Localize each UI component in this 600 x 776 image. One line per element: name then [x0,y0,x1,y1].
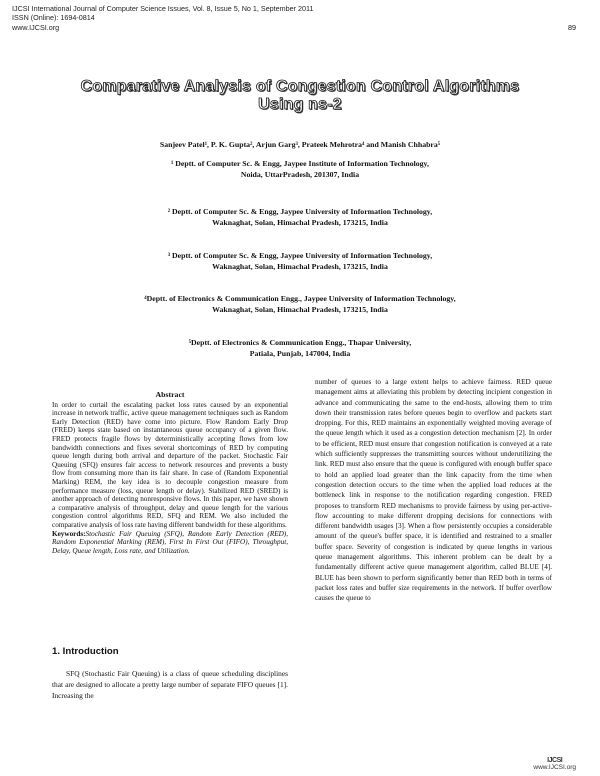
keywords [52,530,288,556]
abstract-section [52,391,288,555]
introduction-body: SFQ (Stochastic Fair Queuing) is a class of queue scheduling disciplines that are designed to allocate a pretty large number of separate FIFO queues [1]. Increasing the [52,669,288,700]
right-column-body: number of queues to a large extent helps to achieve fairness. RED queue management aims at alleviating this problem by detecting incipient congestion in advance and communicating the same to the end-hosts, allowing them to trim down their transmission rates before queues begin to overflow and packets start dropping. For this, RED maintains an exponentially weighted moving average of the queue length which it used as a congestion detection mechanism [2]. In order to be efficient, RED must ensure that congestion notification is conveyed at a rate which sufficiently suppresses the transmitting sources without underutilizing the link. RED must also ensure that the queue is configured with enough buffer space to hold an applied load greater than the link capacity from the time when congestion detection occurs to the time when the applied load reduces at the bottleneck link in response to the notification regarding congestion. FRED proposes to transform RED mechanisms to provide fairness by using per-active-flow accounting to make different dropping decisions for connections with different bandwidth usages [3]. When a flow persistently occupies a considerable amount of the queue's buffer space, it is identified and restrained to a smaller buffer space. Severity of congestion is indicated by queue lengths in various queue management algorithms. This inherent problem can be dealt by a fundamentally different active queue management algorithm, called BLUE [4]. BLUE has been shown to perform significantly better than RED both in terms of packet loss rates and buffer size requirements in the network. If buffer overflow causes the queue to [315,378,552,603]
website: www.IJCSI.org [12,22,60,32]
affiliation-5-line-2: Patiala, Punjab, 147004, India [249,349,351,358]
title-line-1: Comparative Analysis of Congestion Control Algorithms [80,78,520,95]
running-header [12,4,314,32]
ijcsi-logo [533,757,576,771]
keywords-label: Keywords: [52,529,86,538]
abstract-heading: Abstract [155,390,185,399]
affiliation-2-line-1: ² Deptt. of Computer Sc. & Engg, Jaypee University of Information Technology, [167,207,433,216]
affiliation-5-line-1: ⁵Deptt. of Electronics & Communication Engg., Thapar University, [188,338,412,347]
affiliation-1 [60,158,540,180]
affiliation-2 [60,206,540,228]
affiliation-2-line-2: Waknaghat, Solan, Himachal Pradesh, 173215, India [212,218,388,227]
affiliation-1-line-2: Noida, UttarPradesh, 201307, India [240,170,360,179]
author-list: Sanjeev Patel¹, P. K. Gupta², Arjun Garg³, Prateek Mehrotra⁴ and Manish Chhabra⁵ [159,140,441,149]
affiliation-5 [60,337,540,359]
keywords-list: Stochastic Fair Queuing (SFQ), Random Early Detection (RED), Random Exponential Marking (REM), First In First Out (FIFO), Throughput, Delay, Queue length, Loss rate, and Utilization. [52,529,288,555]
affiliation-3 [60,250,540,272]
affiliation-3-line-1: ³ Deptt. of Computer Sc. & Engg, Jaypee University of Information Technology, [167,251,433,260]
affiliation-3-line-2: Waknaghat, Solan, Himachal Pradesh, 173215, India [212,262,388,271]
title-line-2: Using ns-2 [258,96,342,113]
journal-line: IJCSI International Journal of Computer Science Issues, Vol. 8, Issue 5, No 1, September 2011 [12,4,314,13]
affiliation-4-line-2: Waknaghat, Solan, Himachal Pradesh, 173215, India [212,305,388,314]
logo-mark: IJCSI [547,757,563,764]
paper-title [40,78,560,114]
page-number: 89 [568,23,576,32]
affiliation-1-line-1: ¹ Deptt. of Computer Sc. & Engg, Jaypee Institute of Information Technology, [171,159,429,168]
logo-url: www.IJCSI.org [533,764,576,771]
introduction-heading: 1. Introduction [52,646,119,657]
abstract-body: In order to curtail the escalating packet loss rates caused by an exponential increase in network traffic, active queue management techniques such as Random Early Detection (RED) have come into picture. Flow Random Early Drop (FRED) keeps state based on instantaneous queue occupancy of a given flow. FRED protects fragile flows by deterministically accepting flows from low bandwidth connections and fixes several shortcomings of RED by computing queue length during both arrival and departure of the packet. Stochastic Fair Queuing (SFQ) ensures fair access to network resources and prevents a busty flow from consuming more than its fair share. In case of (Random Exponential Marking) REM, the key idea is to decouple congestion measure from performance measure (loss, queue length or delay). Stabilized RED (SRED) is another approach of detecting nonresponsive flows. In this paper, we have shown a comparative analysis of throughput, delay and queue length for the various congestion control algorithms RED, SFQ and REM. We also included the comparative analysis of loss rate having different bandwidth for these algorithms. [52,400,288,529]
affiliation-4-line-1: ⁴Deptt. of Electronics & Communication Engg., Jaypee University of Information Technology, [144,294,456,303]
affiliation-4 [60,293,540,315]
issn: ISSN (Online): 1694-0814 [12,13,95,23]
